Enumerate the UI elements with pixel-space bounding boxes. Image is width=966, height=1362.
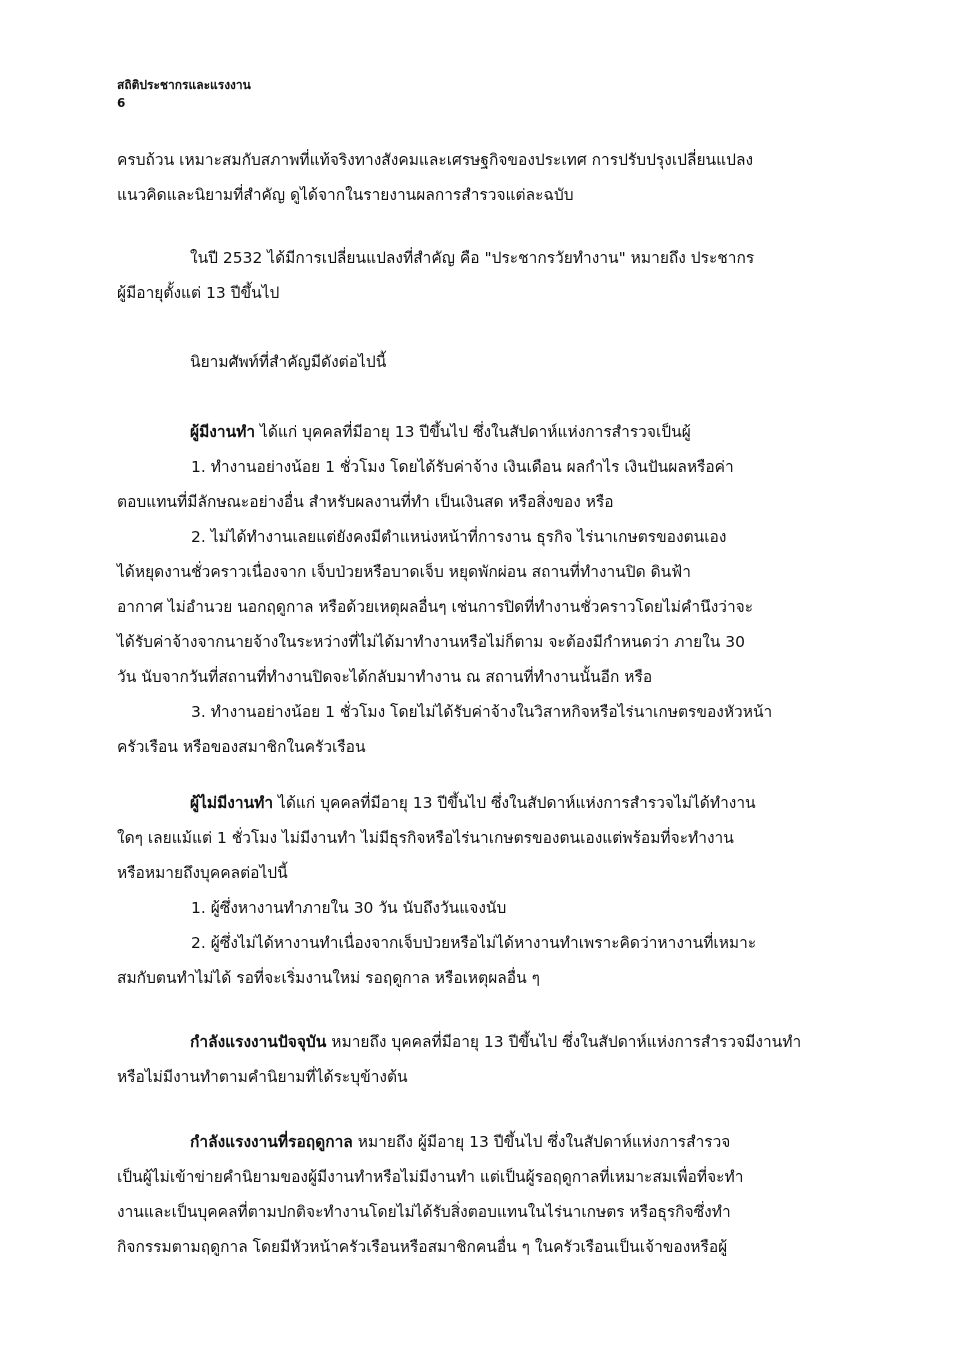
text-line: ในปี 2532 ได้มีการเปลี่ยนแปลงที่สำคัญ คือ "ประชากรวัยทำงาน" หมายถึง ประชากร [190, 249, 755, 267]
change-2532-paragraph [117, 241, 885, 311]
text-line: ใดๆ เลยแม้แต่ 1 ชั่วโมง ไม่มีงานทำ ไม่มีธุรกิจหรือไร่นาเกษตรของตนเองแต่พร้อมที่จะทำงาน [117, 829, 734, 847]
running-title: สถิติประชากรและแรงงาน [117, 78, 251, 92]
definitions-heading [117, 345, 885, 380]
list-item-line: 3. ทำงานอย่างน้อย 1 ชั่วโมง โดยไม่ได้รับค่าจ้างในวิสาหกิจหรือไร่นาเกษตรของหัวหน้า [191, 703, 773, 721]
text-line: หรือไม่มีงานทำตามคำนิยามที่ได้ระบุข้างต้น [117, 1068, 408, 1086]
text-line: อากาศ ไม่อำนวย นอกฤดูกาล หรือด้วยเหตุผลอื่นๆ เช่นการปิดที่ทำงานชั่วคราวโดยไม่คำนึงว่าจะ [117, 598, 754, 616]
current-labor-force-definition [117, 1025, 885, 1095]
definition-intro-line [117, 1125, 885, 1160]
text-line: วัน นับจากวันที่สถานที่ทำงานปิดจะได้กลับมาทำงาน ณ สถานที่ทำงานนั้นอีก หรือ [117, 668, 653, 686]
text-line: เป็นผู้ไม่เข้าข่ายคำนิยามของผู้มีงานทำหรือไม่มีงานทำ แต่เป็นผู้รอฤดูกาลที่เหมาะสมเพื่อที่จะทำ [117, 1168, 744, 1186]
text-line: ได้รับค่าจ้างจากนายจ้างในระหว่างที่ไม่ได้มาทำงานหรือไม่ก็ตาม จะต้องมีกำหนดว่า ภายใน 30 [117, 633, 746, 651]
term-intro: ได้แก่ บุคคลที่มีอายุ 13 ปีขึ้นไป ซึ่งในสัปดาห์แห่งการสำรวจไม่ได้ทำงาน [273, 794, 756, 812]
text-line: นิยามศัพท์ที่สำคัญมีดังต่อไปนี้ [190, 353, 387, 371]
definition-intro-line [117, 415, 885, 450]
text-line: ครบถ้วน เหมาะสมกับสภาพที่แท้จริงทางสังคมและเศรษฐกิจของประเทศ การปรับปรุงเปลี่ยนแปลง [117, 151, 754, 169]
unemployed-definition [117, 786, 885, 996]
page-header [117, 76, 251, 112]
seasonal-labor-force-definition [117, 1125, 885, 1265]
text-line: หรือหมายถึงบุคคลต่อไปนี้ [117, 864, 288, 882]
term-intro: ได้แก่ บุคคลที่มีอายุ 13 ปีขึ้นไป ซึ่งในสัปดาห์แห่งการสำรวจเป็นผู้ [255, 423, 691, 441]
intro-paragraph [117, 143, 885, 213]
text-line: แนวคิดและนิยามที่สำคัญ ดูได้จากในรายงานผลการสำรวจแต่ละฉบับ [117, 186, 574, 204]
text-line: ผู้มีอายุตั้งแต่ 13 ปีขึ้นไป [117, 284, 280, 302]
text-line: ตอบแทนที่มีลักษณะอย่างอื่น สำหรับผลงานที่ทำ เป็นเงินสด หรือสิ่งของ หรือ [117, 493, 614, 511]
term-intro: หมายถึง บุคคลที่มีอายุ 13 ปีขึ้นไป ซึ่งในสัปดาห์แห่งการสำรวจมีงานทำ [326, 1033, 802, 1051]
term-current-labor-force: กำลังแรงงานปัจจุบัน [190, 1033, 327, 1051]
text-line: กิจกรรมตามฤดูกาล โดยมีหัวหน้าครัวเรือนหรือสมาชิกคนอื่น ๆ ในครัวเรือนเป็นเจ้าของหรือผู้ [117, 1238, 728, 1256]
text-line: งานและเป็นบุคคลที่ตามปกติจะทำงานโดยไม่ได้รับสิ่งตอบแทนในไร่นาเกษตร หรือธุรกิจซึ่งทำ [117, 1203, 731, 1221]
term-seasonal-labor-force: กำลังแรงงานที่รอฤดูกาล [190, 1133, 353, 1151]
list-item-line: 2. ผู้ซึ่งไม่ได้หางานทำเนื่องจากเจ็บป่วยหรือไม่ได้หางานทำเพราะคิดว่าหางานที่เหมาะ [191, 934, 757, 952]
list-item-line: 2. ไม่ได้ทำงานเลยแต่ยังคงมีตำแหน่งหน้าที่การงาน ธุรกิจ ไร่นาเกษตรของตนเอง [191, 528, 727, 546]
list-item-line: 1. ทำงานอย่างน้อย 1 ชั่วโมง โดยได้รับค่าจ้าง เงินเดือน ผลกำไร เงินปันผลหรือค่า [191, 458, 734, 476]
definition-intro-line [117, 786, 885, 821]
definition-intro-line [117, 1025, 885, 1060]
text-line: สมกับตนทำไม่ได้ รอที่จะเริ่มงานใหม่ รอฤดูกาล หรือเหตุผลอื่น ๆ [117, 969, 540, 987]
term-employed: ผู้มีงานทำ [190, 423, 256, 441]
employed-definition [117, 415, 885, 765]
term-unemployed: ผู้ไม่มีงานทำ [190, 794, 274, 812]
page-number: 6 [117, 96, 126, 110]
text-line: ครัวเรือน หรือของสมาชิกในครัวเรือน [117, 738, 366, 756]
term-intro: หมายถึง ผู้มีอายุ 13 ปีขึ้นไป ซึ่งในสัปดาห์แห่งการสำรวจ [352, 1133, 731, 1151]
text-line: ได้หยุดงานชั่วคราวเนื่องจาก เจ็บป่วยหรือบาดเจ็บ หยุดพักผ่อน สถานที่ทำงานปิด ดินฟ้า [117, 563, 691, 581]
list-item-line: 1. ผู้ซึ่งหางานทำภายใน 30 วัน นับถึงวันแจงนับ [191, 899, 507, 917]
